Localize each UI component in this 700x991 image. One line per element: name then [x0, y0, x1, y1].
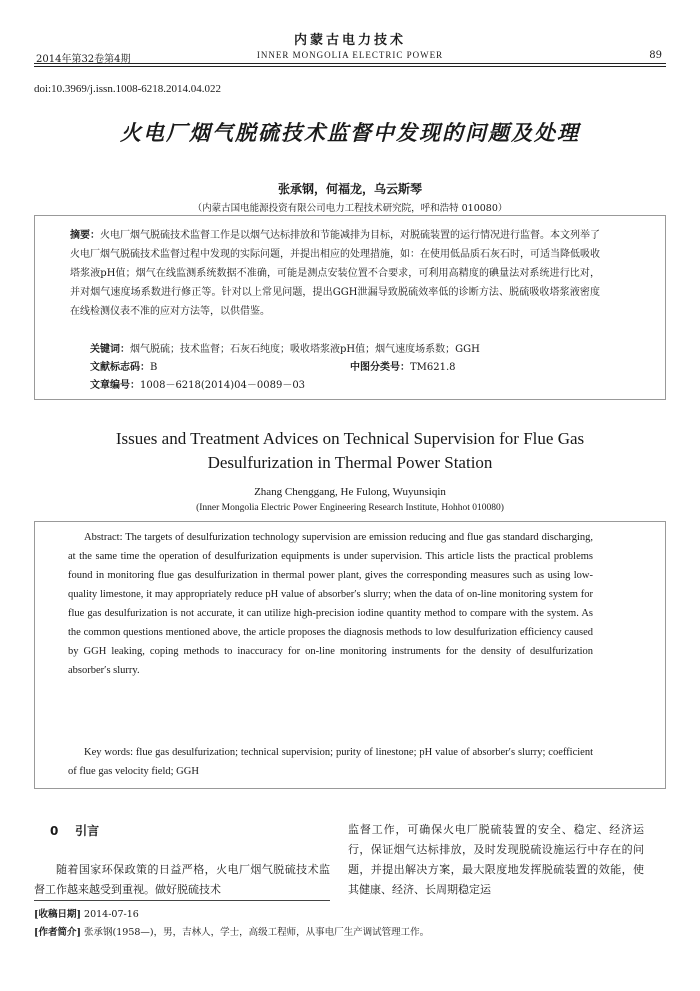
- class-number-label: 中图分类号：: [350, 362, 410, 373]
- keywords-en-text: flue gas desulfurization; technical supervision; purity of linestone; pH value of absorber′s slurry; coefficient of flue gas velocity field; GGH: [68, 747, 593, 777]
- affiliation-zh: （内蒙古国电能源投资有限公司电力工程技术研究院，呼和浩特 010080）: [192, 203, 508, 214]
- keywords-zh: [90, 340, 610, 355]
- title-en: [0, 427, 700, 475]
- footnote-rule: [34, 900, 330, 901]
- class-number-value: TM621.8: [410, 362, 456, 373]
- authors-en: Zhang Chenggang, He Fulong, Wuyunsiqin: [254, 486, 446, 498]
- doi: doi:10.3969/j.issn.1008-6218.2014.04.022: [34, 83, 222, 95]
- page-number: 89: [649, 50, 662, 61]
- abstract-zh-text: 火电厂烟气脱硫技术监督工作是以烟气达标排放和节能减排为目标，对脱硫装置的运行情况进行监督。本文列举了火电厂烟气脱硫技术监督过程中发现的实际问题，并提出相应的处理措施，如：在使用低品质石灰石时，可适当降低吸收塔浆液pH值；烟气在线监测系统数据不准确，可能是测点安装位置不合要求，可利用高精度的碘量法对系统进行比对，并对烟气速度场系数进行修正等。针对以上常见问题，提出GGH泄漏导致脱硫效率低的诊断方法、脱硫吸收塔浆液密度在线检测仪表不准的应对方法等，以供借鉴。: [70, 230, 600, 317]
- section-heading: [50, 822, 99, 839]
- article-number-label: 文章编号：: [90, 380, 140, 391]
- issue-info: 2014年第32卷第4期: [36, 54, 131, 65]
- footnote-received: [34, 906, 139, 920]
- journal-name-en: INNER MONGOLIA ELECTRIC POWER: [256, 50, 444, 60]
- footnote-author: [34, 924, 429, 938]
- body-text-left: 随着国家环保政策的日益严格，火电厂烟气脱硫技术监督工作越来越受到重视。做好脱硫技术: [34, 863, 330, 896]
- received-label: [收稿日期]: [34, 909, 81, 920]
- keywords-en: [68, 743, 593, 781]
- abstract-zh: [70, 226, 600, 321]
- keywords-zh-text: 烟气脱硫；技术监督；石灰石纯度；吸收塔浆液pH值；烟气速度场系数；GGH: [130, 344, 480, 355]
- article-number-value: 1008－6218(2014)04－0089－03: [140, 380, 306, 391]
- doc-code-label: 文献标志码：: [90, 362, 150, 373]
- authors-zh: 张承钢，何福龙，乌云斯琴: [277, 182, 422, 196]
- section-number: 0: [50, 824, 59, 838]
- affiliation-en: (Inner Mongolia Electric Power Engineering Research Institute, Hohhot 010080): [196, 503, 504, 513]
- doc-code-value: B: [150, 362, 158, 373]
- title-zh: 火电厂烟气脱硫技术监督中发现的问题及处理: [120, 120, 580, 145]
- article-number: [90, 376, 305, 391]
- keywords-zh-label: 关键词：: [90, 344, 130, 355]
- keywords-en-label: Key words:: [84, 747, 133, 758]
- author-bio-label: [作者简介]: [34, 927, 81, 938]
- header-rule-thick: [34, 63, 666, 64]
- title-en-line-2: Desulfurization in Thermal Power Station: [207, 453, 493, 472]
- abstract-en-text: The targets of desulfurization technology supervision are emission reducing and flue gas standard discharging, at the same time the operation of desulfurization equipments is under supervision. This article lists the practical problems found in monitoring flue gas desulfurization in thermal power plant, gives the corresponding measures such as using low-quality limestone, it may appropriately reduce pH value of absorber′s slurry; when the data of on-line monitoring system for flue gas desulfurization is not accurate, it can utilize high-precision iodine quantity method to compare with the system. As the common questions mentioned above, the article proposes the diagnosis methods to low desulfurization efficiency caused by GGH leaking, coping methods to inaccuracy for on-line monitoring instruments for the density of desulfurization absorber′s slurry.: [68, 532, 593, 676]
- class-number: [350, 358, 456, 373]
- abstract-en-label: Abstract:: [84, 532, 123, 543]
- section-title: 引言: [75, 824, 100, 838]
- doc-code: [90, 358, 157, 373]
- abstract-zh-label: 摘要：: [70, 230, 100, 241]
- title-en-line-1: Issues and Treatment Advices on Technical Supervision for Flue Gas: [115, 429, 585, 448]
- journal-name-zh: 内蒙古电力技术: [293, 33, 406, 48]
- abstract-en: [68, 528, 593, 680]
- body-text-right: 监督工作，可确保火电厂脱硫装置的安全、稳定、经济运行，保证烟气达标排放，及时发现脱硫设施运行中存在的问题，并提出解决方案，最大限度地发挥脱硫装置的效能，使其健康、经济、长周期稳定运: [348, 823, 644, 896]
- received-date: 2014-07-16: [81, 909, 139, 920]
- author-bio: 张承钢(1958—)，男，吉林人，学士，高级工程师，从事电厂生产调试管理工作。: [81, 927, 430, 938]
- header-rule-thin: [34, 66, 666, 67]
